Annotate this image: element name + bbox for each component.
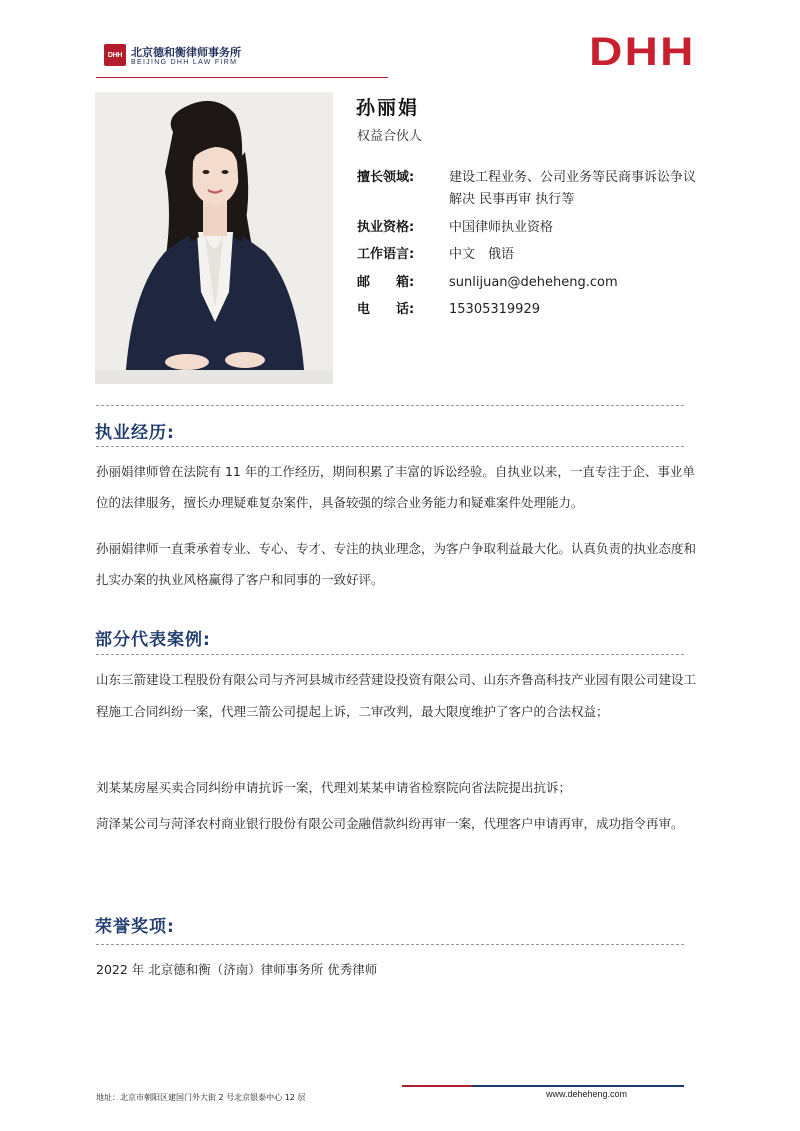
experience-paragraph: 孙丽娟律师曾在法院有 11 年的工作经历，期间积累了丰富的诉讼经验。自执业以来，一直专注于企、事业单位的法律服务，擅长办理疑难复杂案件，具备较强的综合业务能力和疑难案件处理能力。 xyxy=(96,464,695,510)
portrait-illustration xyxy=(95,92,333,384)
dhh-brand-logo: DHH xyxy=(589,30,696,74)
lawyer-portrait xyxy=(95,92,333,384)
phone-value[interactable]: 15305319929 xyxy=(449,302,540,317)
language-label: 工作语言: xyxy=(357,247,415,262)
qualification-label: 执业资格: xyxy=(357,220,415,235)
firm-name-en: BEIJING DHH LAW FIRM xyxy=(131,59,238,66)
footer-accent-red xyxy=(402,1085,472,1087)
firm-name-cn: 北京德和衡律师事务所 xyxy=(131,46,241,59)
section-divider xyxy=(96,944,684,945)
section-divider xyxy=(96,405,684,406)
footer-website-link[interactable]: www.deheheng.com xyxy=(546,1089,628,1099)
lawyer-title: 权益合伙人 xyxy=(357,129,423,144)
experience-paragraph: 孙丽娟律师一直秉承着专业、专心、专才、专注的执业理念，为客户争取利益最大化。认真负责的执业态度和扎实办案的执业风格赢得了客户和同事的一致好评。 xyxy=(96,541,697,587)
footer-accent-blue xyxy=(472,1085,684,1087)
specialty-label: 擅长领域: xyxy=(357,170,415,185)
language-value: 中文 俄语 xyxy=(449,247,515,262)
honors-heading: 荣誉奖项: xyxy=(95,917,175,937)
section-divider xyxy=(96,654,684,655)
lawyer-name: 孙丽娟 xyxy=(356,97,420,119)
cases-heading: 部分代表案例: xyxy=(95,630,211,650)
case-item: 刘某某房屋买卖合同纠纷申请抗诉一案，代理刘某某申请省检察院向省法院提出抗诉； xyxy=(96,780,572,795)
specialty-value: 建设工程业务、公司业务等民商事诉讼争议解决 民事再审 执行等 xyxy=(449,170,697,207)
info-row-specialty xyxy=(357,167,707,213)
case-item: 山东三箭建设工程股份有限公司与齐河县城市经营建设投资有限公司、山东齐鲁高科技产业园有限公司建设工程施工合同纠纷一案，代理三箭公司提起上诉，二审改判，最大限度维护了客户的合法权益； xyxy=(96,672,697,719)
honor-item: 2022 年 北京德和衡（济南）律师事务所 优秀律师 xyxy=(96,962,378,977)
phone-label: 电 话: xyxy=(357,302,415,317)
firm-logo-icon: DHH xyxy=(104,44,126,66)
email-label: 邮 箱: xyxy=(357,275,415,290)
section-divider xyxy=(96,446,684,447)
email-value[interactable]: sunlijuan@deheheng.com xyxy=(449,275,618,290)
header-divider xyxy=(96,77,388,78)
footer-address: 地址：北京市朝阳区建国门外大街 2 号北京银泰中心 12 层 xyxy=(96,1093,306,1102)
qualification-value: 中国律师执业资格 xyxy=(449,220,554,235)
experience-heading: 执业经历: xyxy=(95,423,175,443)
case-item: 菏泽某公司与菏泽农村商业银行股份有限公司金融借款纠纷再审一案，代理客户申请再审，成功指令再审。 xyxy=(96,816,684,831)
